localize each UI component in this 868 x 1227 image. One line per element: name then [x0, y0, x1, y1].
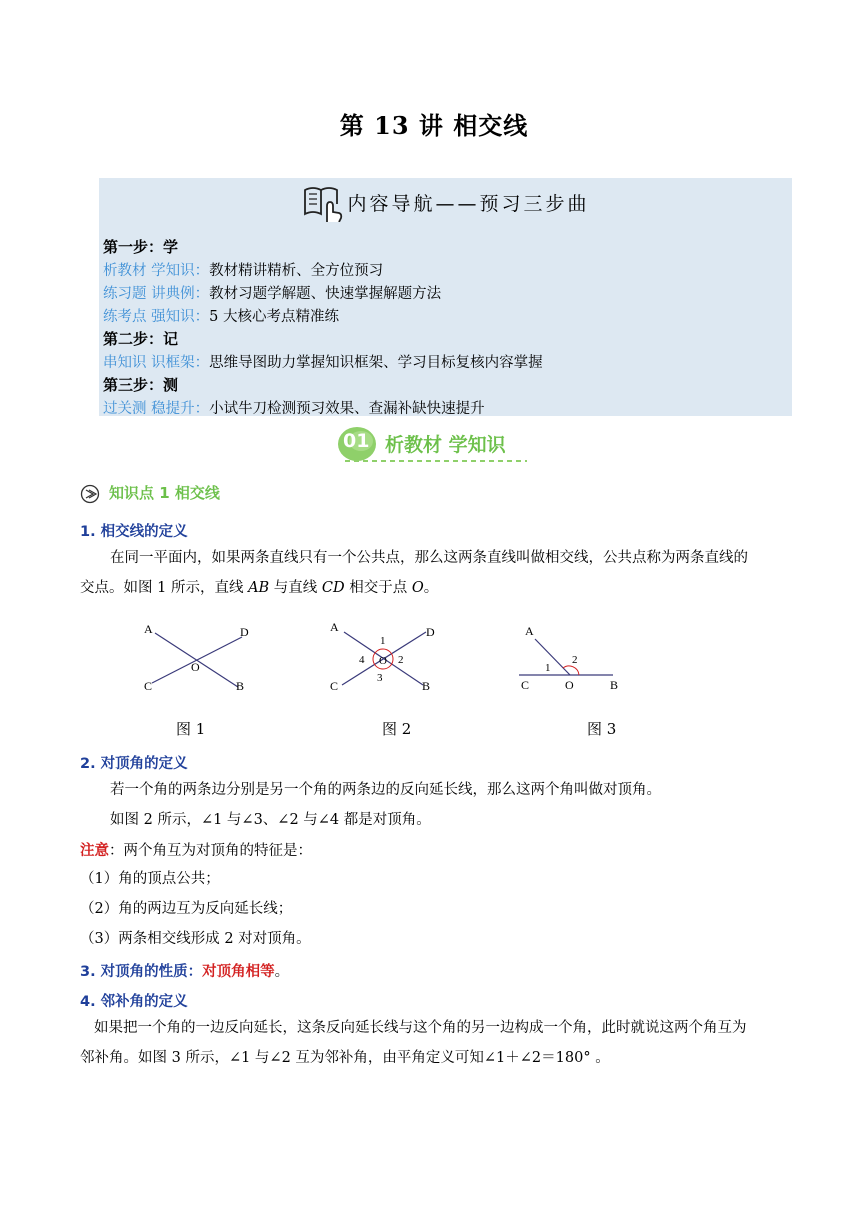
page-title: 第 13 讲 相交线 — [339, 111, 529, 140]
nav-line-3-value: 5 大核心考点精准练 — [209, 309, 339, 325]
point-o-label: O — [411, 580, 424, 596]
fig2-angle-4: 4 — [359, 654, 365, 666]
figure-3 — [515, 615, 635, 704]
fig3-ray-oa — [535, 639, 570, 675]
note-label: 注意 — [80, 842, 109, 859]
def1-text-c: 相交于点 — [344, 580, 412, 596]
nav-line-2-key: 练习题 讲典例： — [103, 286, 210, 302]
def2-heading: 2. 对顶角的定义 — [80, 756, 188, 772]
fig2-angle-3: 3 — [377, 672, 383, 684]
step-one-label: 第一步：学 — [103, 238, 179, 256]
knowledge-point-title: 知识点 1 相交线 — [109, 484, 220, 502]
def1-text-a: 交点。如图 1 所示，直线 — [80, 580, 249, 596]
fig3-angle-2: 2 — [572, 654, 578, 666]
fig3-label-b: B — [610, 678, 619, 692]
nav-header-text: 内容导航——预习三步曲 — [347, 193, 590, 215]
book-pointer-icon — [301, 182, 345, 227]
prop3-heading: 3. 对顶角的性质： — [80, 964, 203, 980]
figure-2 — [320, 615, 460, 704]
nav-line-1-key: 析教材 学知识： — [103, 263, 210, 279]
section-badge — [335, 424, 535, 466]
arrow-circle-icon — [80, 484, 102, 508]
fig2-label-c: C — [330, 679, 339, 693]
prop3-emphasis: 对顶角相等 — [202, 964, 275, 980]
nav-line-1 — [103, 259, 383, 280]
figure-1 — [130, 615, 270, 704]
fig2-angle-1: 1 — [380, 635, 386, 647]
fig2-label-d: D — [426, 625, 435, 639]
fig3-label-c: C — [521, 678, 530, 692]
nav-line-5-value: 小试牛刀检测预习效果、查漏补缺快速提升 — [209, 401, 485, 417]
prop3-line — [80, 960, 289, 981]
line-cd-label: CD — [321, 580, 345, 596]
step-three-label: 第三步：测 — [103, 376, 179, 394]
fig1-label-d: D — [240, 625, 249, 639]
nav-line-5-key: 过关测 稳提升： — [103, 401, 210, 417]
line-ab-label: AB — [248, 580, 270, 596]
figure-2-caption: 图 2 — [382, 720, 412, 738]
nav-line-4-key: 串知识 识框架： — [103, 355, 210, 371]
nav-line-2-value: 教材习题学解题、快速掌握解题方法 — [209, 286, 442, 302]
def1-para-line2 — [80, 575, 438, 602]
nav-header — [99, 182, 792, 227]
note-item-2: （2）角的两边互为反向延长线； — [80, 901, 293, 917]
figure-1-caption: 图 1 — [176, 720, 206, 738]
fig3-angle-1: 1 — [545, 662, 551, 674]
figure-3-caption: 图 3 — [587, 720, 617, 738]
fig2-label-a: A — [330, 620, 339, 634]
fig2-angle-2: 2 — [398, 654, 404, 666]
def4-heading: 4. 邻补角的定义 — [80, 994, 188, 1010]
step-two-label: 第二步：记 — [103, 330, 179, 348]
fig2-label-b: B — [422, 679, 431, 693]
nav-line-4 — [103, 351, 543, 372]
content-navigation-box — [99, 178, 792, 416]
nav-line-1-value: 教材精讲精析、全方位预习 — [209, 263, 384, 279]
def1-para-line1: 在同一平面内，如果两条直线只有一个公共点，那么这两条直线叫做相交线，公共点称为两条直线的 — [110, 550, 748, 566]
def1-text-d: 。 — [423, 580, 439, 596]
nav-line-3-key: 练考点 强知识： — [103, 309, 210, 325]
fig2-label-o: O — [379, 655, 387, 667]
note-line — [80, 837, 312, 865]
fig1-label-c: C — [144, 679, 153, 693]
note-item-3: （3）两条相交线形成 2 对对顶角。 — [80, 931, 311, 947]
section-badge-number: 01 — [343, 430, 370, 452]
prop3-end: 。 — [274, 964, 290, 980]
note-item-1: （1）角的顶点公共； — [80, 871, 220, 887]
section-badge-text: 析教材 学知识 — [385, 434, 506, 456]
fig3-label-a: A — [525, 624, 534, 638]
nav-line-2 — [103, 282, 441, 303]
def2-para2: 如图 2 所示，∠1 与∠3、∠2 与∠4 都是对顶角。 — [110, 812, 431, 828]
def2-para1: 若一个角的两条边分别是另一个角的两条边的反向延长线，那么这两个角叫做对顶角。 — [110, 782, 661, 798]
def4-para-line2: 邻补角。如图 3 所示，∠1 与∠2 互为邻补角，由平角定义可知∠1＋∠2＝180° 。 — [80, 1050, 610, 1066]
note-text: ：两个角互为对顶角的特征是： — [109, 843, 312, 859]
nav-line-3 — [103, 305, 339, 326]
fig3-label-o: O — [565, 678, 574, 692]
def1-text-b: 与直线 — [269, 580, 322, 596]
fig1-label-a: A — [144, 622, 153, 636]
nav-line-5 — [103, 397, 485, 418]
def1-heading: 1. 相交线的定义 — [80, 524, 188, 540]
nav-line-4-value: 思维导图助力掌握知识框架、学习目标复核内容掌握 — [209, 355, 543, 371]
fig1-label-b: B — [236, 679, 245, 693]
def4-para-line1: 如果把一个角的一边反向延长，这条反向延长线与这个角的另一边构成一个角，此时就说这两个角互为 — [94, 1020, 747, 1036]
fig1-label-o: O — [191, 660, 200, 674]
